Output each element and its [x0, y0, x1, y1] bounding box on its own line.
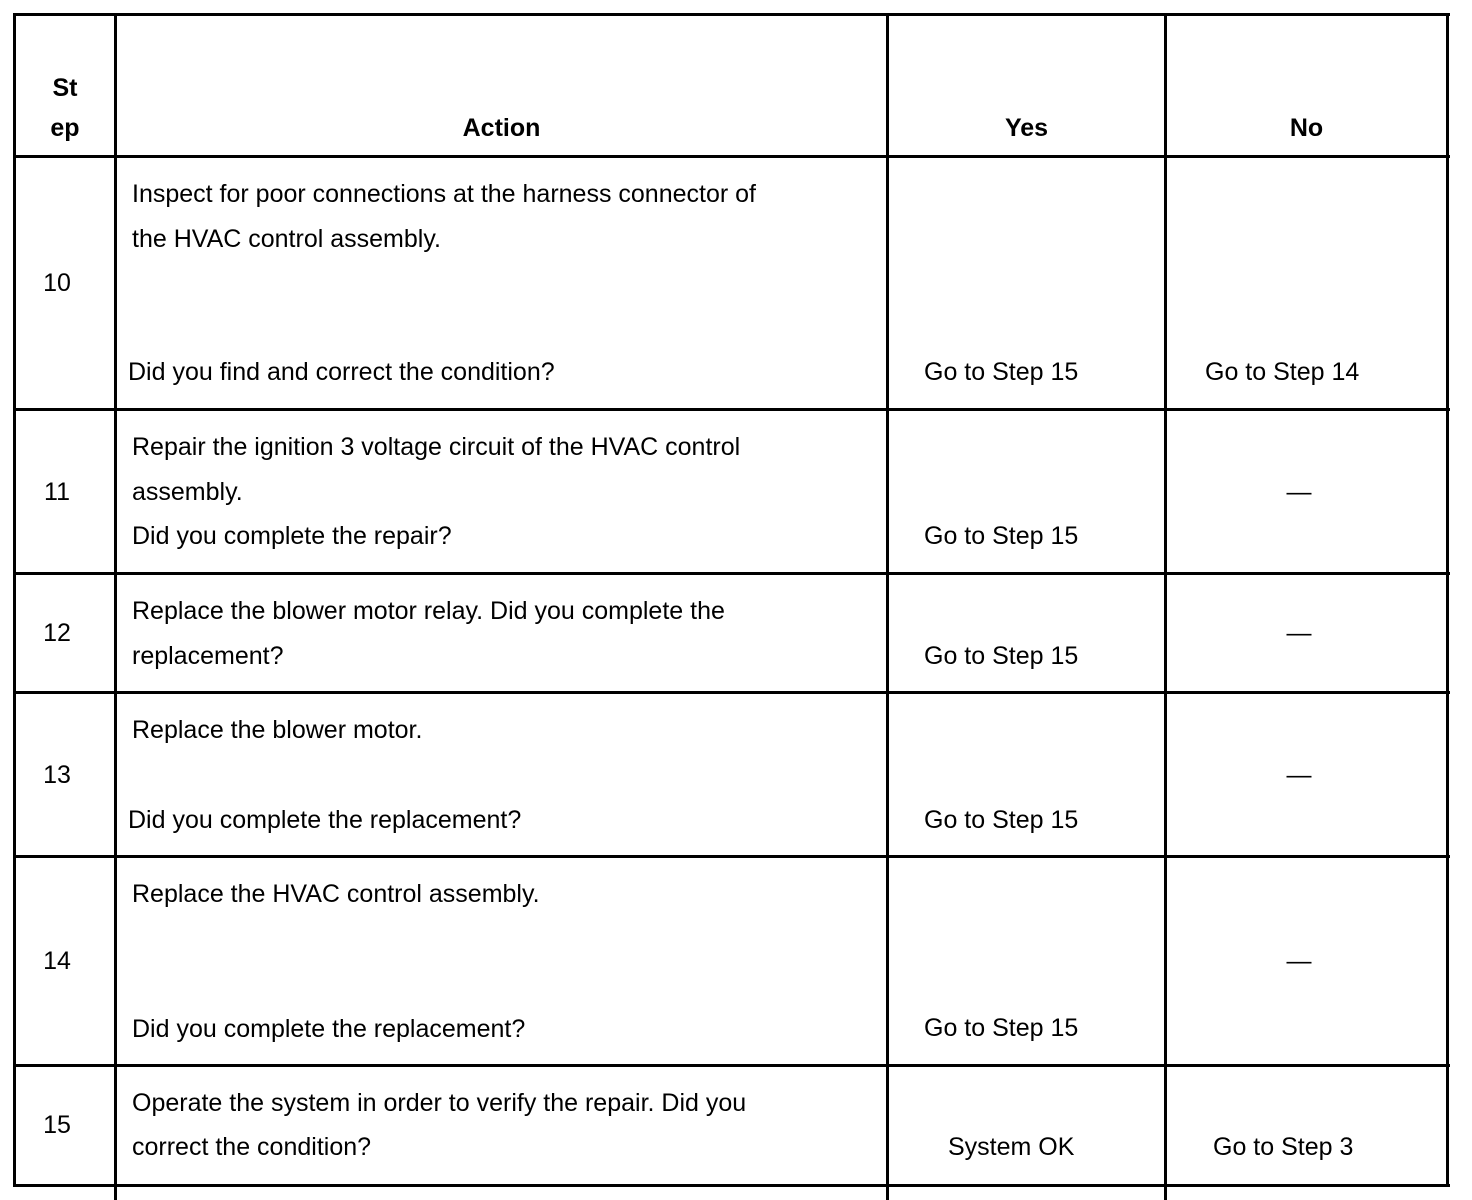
no-result: — — [1286, 947, 1312, 975]
action-text: Inspect for poor connections at the harness connector of — [132, 180, 756, 208]
yes-result: Go to Step 15 — [924, 358, 1079, 386]
row-divider — [13, 572, 1450, 575]
header-step-line1: St — [52, 74, 78, 102]
header-action: Action — [462, 114, 541, 142]
action-text: Replace the blower motor relay. Did you complete the — [132, 597, 725, 625]
step-number: 11 — [44, 478, 70, 506]
action-text: the HVAC control assembly. — [132, 225, 441, 253]
no-result: Go to Step 14 — [1205, 358, 1360, 386]
action-text: replacement? — [132, 642, 284, 670]
header-step — [16, 68, 114, 148]
action-text: assembly. — [132, 478, 243, 506]
no-result: — — [1286, 761, 1312, 789]
action-text: Repair the ignition 3 voltage circuit of the HVAC control — [132, 433, 741, 461]
no-result: Go to Step 3 — [1213, 1133, 1354, 1161]
yes-result: System OK — [948, 1133, 1075, 1161]
table-border-left — [13, 13, 16, 1187]
action-text: Operate the system in order to verify the repair. Did you — [132, 1089, 747, 1117]
column-divider-yes — [1164, 13, 1167, 1200]
step-number: 10 — [43, 269, 71, 297]
step-number: 13 — [43, 761, 71, 789]
table-border-bottom — [13, 1184, 1450, 1187]
action-text: Replace the blower motor. — [132, 716, 423, 744]
header-step-line2: ep — [50, 114, 80, 142]
step-number: 14 — [43, 947, 71, 975]
yes-result: Go to Step 15 — [924, 806, 1079, 834]
header-no: No — [1289, 114, 1324, 142]
yes-result: Go to Step 15 — [924, 522, 1079, 550]
row-divider — [13, 855, 1450, 858]
row-divider — [13, 408, 1450, 411]
column-divider-step — [114, 13, 117, 1200]
action-text: Replace the HVAC control assembly. — [132, 880, 540, 908]
yes-result: Go to Step 15 — [924, 642, 1079, 670]
row-divider — [13, 1064, 1450, 1067]
table-border-right — [1446, 13, 1449, 1187]
no-result: — — [1286, 619, 1312, 647]
header-divider — [13, 155, 1450, 158]
step-number: 15 — [43, 1111, 71, 1139]
header-yes: Yes — [1004, 114, 1049, 142]
table-border-top — [13, 13, 1450, 16]
action-question: Did you find and correct the condition? — [128, 358, 555, 386]
action-text: correct the condition? — [132, 1133, 372, 1161]
action-question: Did you complete the repair? — [132, 522, 452, 550]
no-result: — — [1286, 478, 1312, 506]
yes-result: Go to Step 15 — [924, 1014, 1079, 1042]
column-divider-action — [886, 13, 889, 1200]
action-question: Did you complete the replacement? — [128, 806, 522, 834]
action-question: Did you complete the replacement? — [132, 1015, 526, 1043]
row-divider — [13, 691, 1450, 694]
step-number: 12 — [43, 619, 71, 647]
